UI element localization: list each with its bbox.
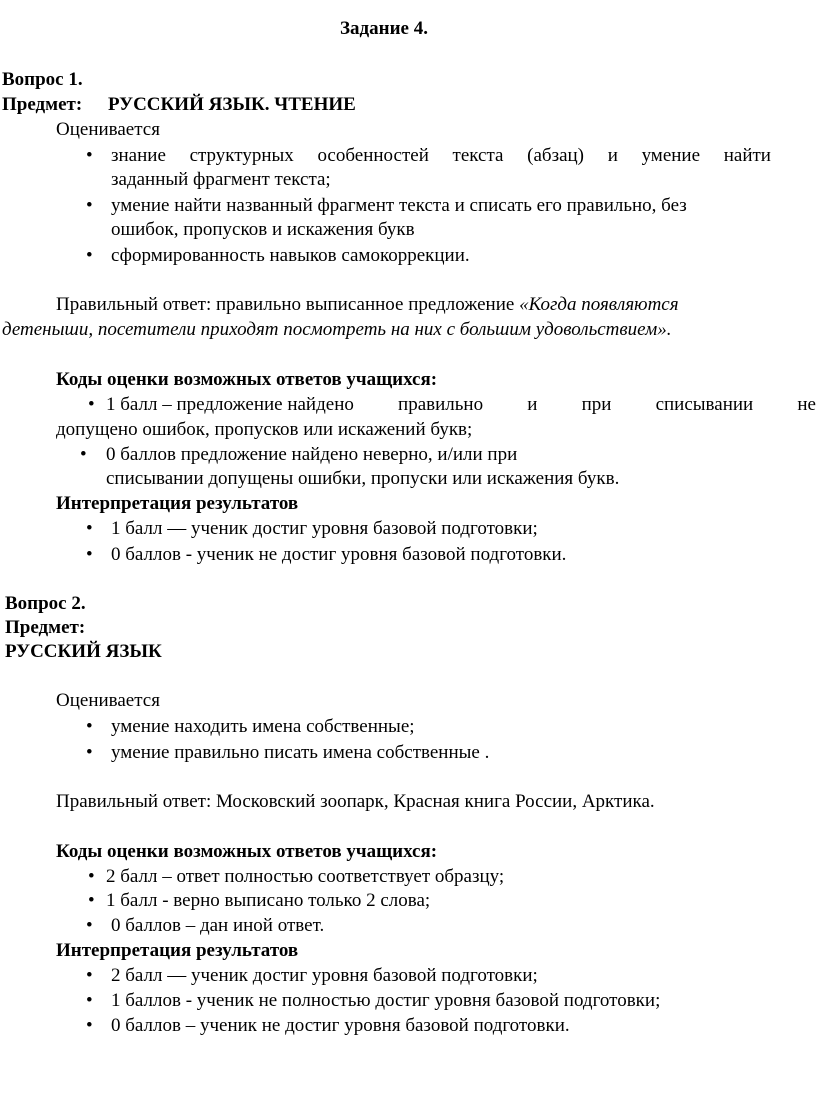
q1-answer-label: Правильный ответ: правильно выписанное предложение xyxy=(56,294,515,315)
q1-heading: Вопрос 1. xyxy=(2,69,83,90)
q1-code-2: 0 баллов предложение найдено неверно, и/или при xyxy=(106,444,518,465)
q2-answer: Правильный ответ: Московский зоопарк, Красная книга России, Арктика. xyxy=(56,791,655,812)
q1-interp-heading: Интерпретация результатов xyxy=(56,493,299,514)
q1-code-1: 1 балл – предложение найдено правильно и при списывании не xyxy=(106,394,816,415)
q1-assessed-intro: Оценивается xyxy=(56,119,160,140)
q2-assessed-item-1: умение находить имена собственные; xyxy=(111,716,415,737)
bullet-icon: • xyxy=(86,195,93,216)
q2-code-3: 0 баллов – дан иной ответ. xyxy=(111,915,325,936)
q1-subject-label: Предмет: xyxy=(2,94,83,115)
bullet-icon: • xyxy=(88,394,95,415)
q1-interp-item-1: 1 балл — ученик достиг уровня базовой подготовки; xyxy=(111,518,538,539)
bullet-icon: • xyxy=(86,518,93,539)
q2-heading: Вопрос 2. xyxy=(5,593,86,614)
q1-answer-quote: «Когда появляются xyxy=(519,294,679,315)
q1-assessed-item-3: сформированность навыков самокоррекции. xyxy=(111,245,470,266)
q2-codes-heading: Коды оценки возможных ответов учащихся: xyxy=(56,841,438,862)
q2-interp-heading: Интерпретация результатов xyxy=(56,940,299,961)
bullet-icon: • xyxy=(86,915,93,936)
bullet-icon: • xyxy=(86,990,93,1011)
q1-codes-heading: Коды оценки возможных ответов учащихся: xyxy=(56,369,438,390)
q1-assessed-item-2-cont: ошибок, пропусков и искажения букв xyxy=(111,219,415,240)
bullet-icon: • xyxy=(88,890,95,911)
document-title: Задание 4. xyxy=(340,18,428,39)
bullet-icon: • xyxy=(88,866,95,887)
q1-answer-quote-cont: детеныши, посетители приходят посмотреть на них с большим удовольствием». xyxy=(2,319,672,340)
q2-subject-label: Предмет: xyxy=(5,617,86,638)
q2-assessed-item-2: умение правильно писать имена собственные . xyxy=(111,742,490,763)
q1-subject: РУССКИЙ ЯЗЫК. ЧТЕНИЕ xyxy=(108,94,356,115)
q2-interp-item-1: 2 балл — ученик достиг уровня базовой подготовки; xyxy=(111,965,538,986)
bullet-icon: • xyxy=(86,245,93,266)
q2-interp-item-3: 0 баллов – ученик не достиг уровня базовой подготовки. xyxy=(111,1015,570,1036)
bullet-icon: • xyxy=(86,742,93,763)
bullet-icon: • xyxy=(86,716,93,737)
q1-assessed-item-1: знание структурных особенностей текста (абзац) и умение найти xyxy=(111,145,771,166)
q1-code-2-cont: списывании допущены ошибки, пропуски или искажения букв. xyxy=(106,468,620,489)
q1-answer xyxy=(56,293,679,317)
q2-interp-item-2: 1 баллов - ученик не полностью достиг уровня базовой подготовки; xyxy=(111,990,661,1011)
q1-assessed-item-2: умение найти названный фрагмент текста и списать его правильно, без xyxy=(111,195,687,216)
q2-code-2: 1 балл - верно выписано только 2 слова; xyxy=(106,890,431,911)
bullet-icon: • xyxy=(86,1015,93,1036)
q2-assessed-intro: Оценивается xyxy=(56,690,160,711)
bullet-icon: • xyxy=(80,444,87,465)
q2-subject: РУССКИЙ ЯЗЫК xyxy=(5,641,162,662)
q1-code-1-cont: допущено ошибок, пропусков или искажений букв; xyxy=(56,419,473,440)
q2-code-1: 2 балл – ответ полностью соответствует образцу; xyxy=(106,866,505,887)
q1-interp-item-2: 0 баллов - ученик не достиг уровня базовой подготовки. xyxy=(111,544,567,565)
bullet-icon: • xyxy=(86,145,93,166)
q1-assessed-item-1-cont: заданный фрагмент текста; xyxy=(111,169,331,190)
bullet-icon: • xyxy=(86,544,93,565)
bullet-icon: • xyxy=(86,965,93,986)
